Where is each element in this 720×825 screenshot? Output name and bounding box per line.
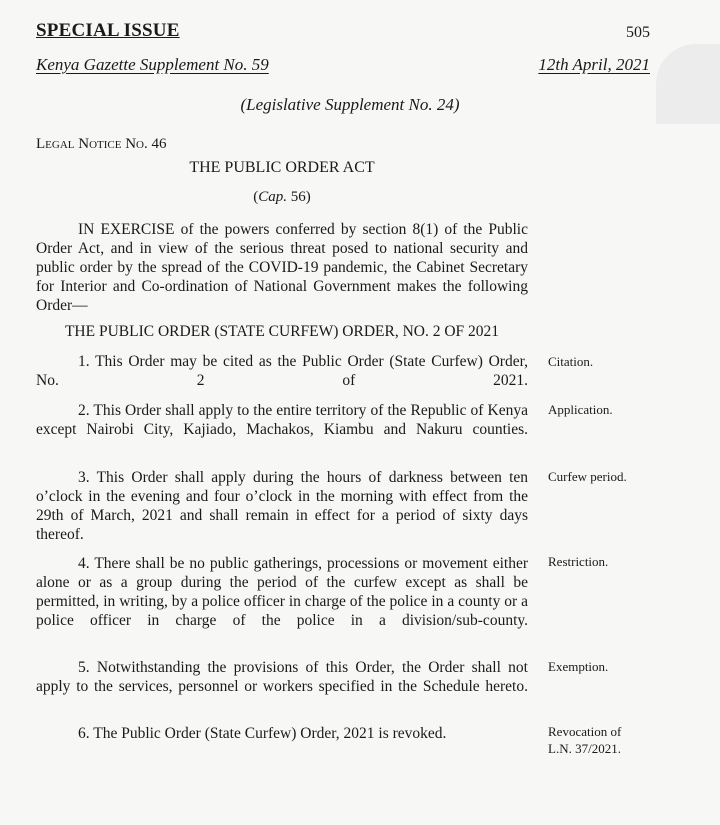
act-title: THE PUBLIC ORDER ACT	[189, 159, 375, 176]
margin-note-application: Application.	[548, 402, 613, 417]
section-5: 5. Notwithstanding the provisions of this Order, the Order shall not apply to the services, personnel or workers specified in the Schedule hereto.	[36, 659, 528, 695]
legal-notice-number: Legal Notice No. 46	[36, 136, 167, 152]
margin-note-exemption: Exemption.	[548, 659, 609, 674]
special-issue-heading: SPECIAL ISSUE	[36, 20, 180, 41]
order-title: THE PUBLIC ORDER (STATE CURFEW) ORDER, NO. 2 OF 2021	[64, 323, 500, 340]
section-1: 1. This Order may be cited as the Public Order (State Curfew) Order, No. 2 of 2021.	[36, 353, 528, 389]
chapter-reference: (Cap. 56)	[253, 189, 311, 205]
page-number: 505	[626, 24, 650, 41]
preamble: IN EXERCISE of the powers conferred by section 8(1) of the Public Order Act, and in view of the serious threat posed to national security and public order by the spread of the COVID-19 pandemic, the Cabinet Secretary for Interior and Co-ordination of National Government makes the following Order—	[36, 221, 528, 314]
margin-note-citation: Citation.	[548, 354, 594, 369]
section-2: 2. This Order shall apply to the entire territory of the Republic of Kenya except Nairobi City, Kajiado, Machakos, Kiambu and Nakuru counties.	[36, 402, 528, 438]
section-3: 3. This Order shall apply during the hours of darkness between ten o’clock in the evening and four o’clock in the morning with effect from the 29th of March, 2021 and shall remain in effect for a period of sixty days thereof.	[36, 469, 528, 543]
section-4: 4. There shall be no public gatherings, processions or movement either alone or as a group during the period of the curfew except as shall be permitted, in writing, by a police officer in charge of the police in a county or a police officer in charge of the police in a division/sub-county.	[36, 555, 528, 629]
margin-note-restriction: Restriction.	[548, 554, 609, 569]
legislative-supplement: (Legislative Supplement No. 24)	[240, 95, 460, 114]
issue-date: 12th April, 2021	[538, 55, 650, 74]
gazette-supplement-title: Kenya Gazette Supplement No. 59	[36, 55, 269, 74]
section-6: 6. The Public Order (State Curfew) Order, 2021 is revoked.	[78, 725, 447, 742]
margin-note-curfew-period: Curfew period.	[548, 469, 627, 484]
margin-note-revocation: Revocation of L.N. 37/2021.	[548, 724, 622, 756]
